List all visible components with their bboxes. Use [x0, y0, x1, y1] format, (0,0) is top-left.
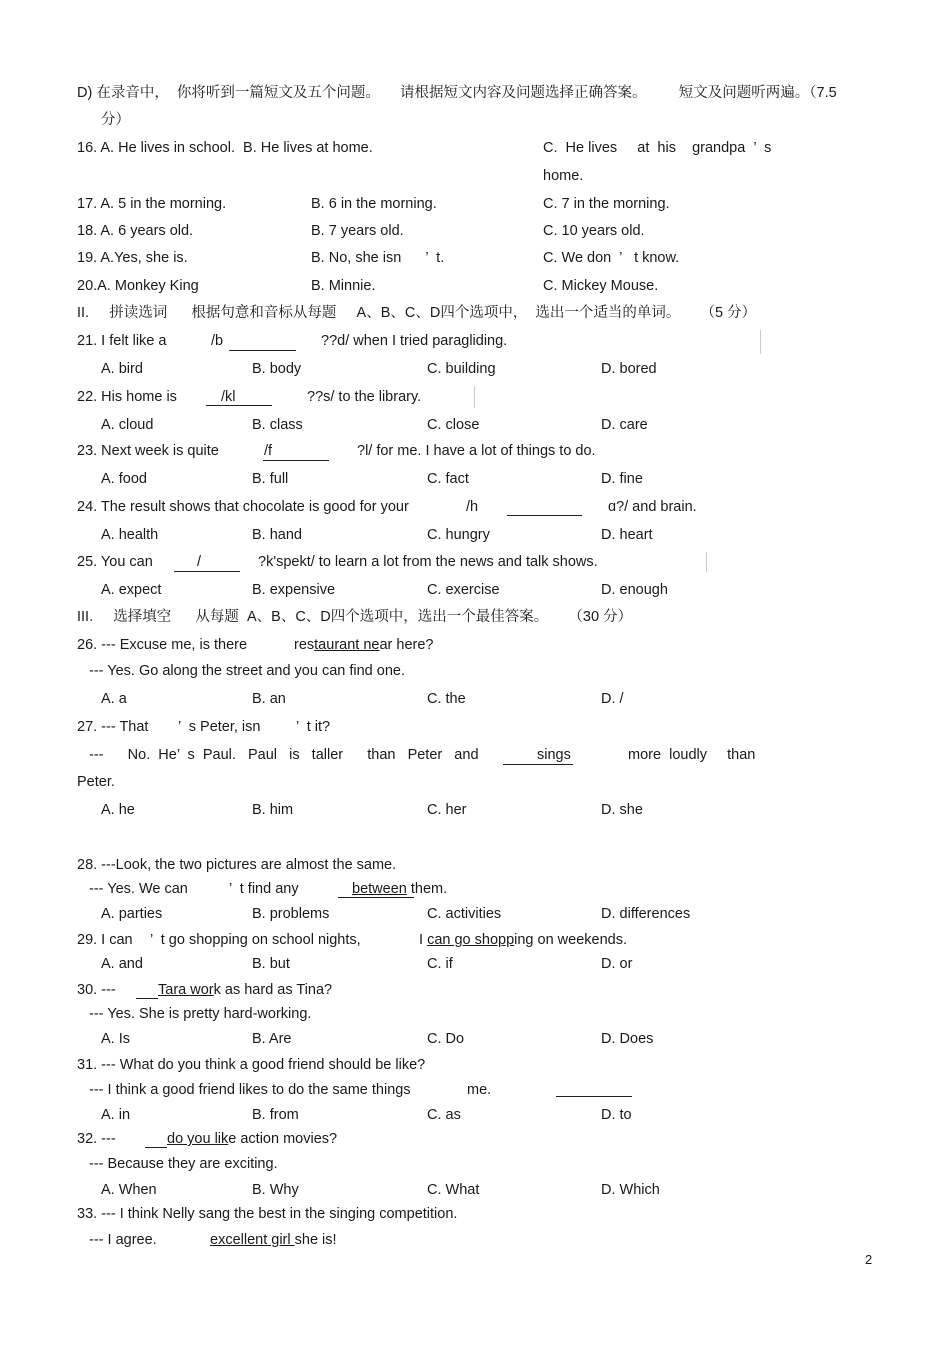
- q30-opt-b: B. Are: [252, 1031, 292, 1047]
- q22-opt-a: A. cloud: [101, 417, 154, 433]
- q27-line3: Peter.: [77, 774, 115, 790]
- q27-line2a: --- No. He’ s Paul. Paul is taller than Peter and: [89, 747, 479, 763]
- q31-opt-b: B. from: [252, 1107, 299, 1123]
- q22-opt-c: C. close: [427, 417, 480, 433]
- q27-blank: [503, 764, 573, 765]
- q21-opt-a: A. bird: [101, 361, 143, 377]
- q29-opt-d: D. or: [601, 956, 633, 972]
- divider: [760, 330, 761, 354]
- q25-stem-b: ?k'spekt/ to learn a lot from the news and talk shows.: [258, 554, 598, 570]
- page-number: 2: [865, 1252, 873, 1267]
- q16-ab: 16. A. He lives in school. B. He lives at home.: [77, 140, 373, 156]
- q24-stem-a: 24. The result shows that chocolate is good for your: [77, 499, 409, 515]
- q21-phonetic: /b: [211, 333, 224, 349]
- q19-c: C. We don ’ t know.: [543, 250, 680, 266]
- q24-blank: [507, 515, 582, 516]
- q32-opt-b: B. Why: [252, 1182, 299, 1198]
- q17-b: B. 6 in the morning.: [311, 196, 437, 212]
- q26-opt-b: B. an: [252, 691, 286, 707]
- listening-intro-line1: D) 在录音中， 你将听到一篇短文及五个问题。 请根据短文内容及问题选择正确答案。 短文及问题听两遍。（7.5: [77, 85, 837, 101]
- q24-stem-b: ɑ?/ and brain.: [608, 499, 697, 515]
- q21-opt-d: D. bored: [601, 361, 657, 377]
- q32-line1b: do you like action movies?: [167, 1131, 338, 1147]
- q30-opt-c: C. Do: [427, 1031, 465, 1047]
- q22-stem-a: 22. His home is: [77, 389, 177, 405]
- q21-opt-c: C. building: [427, 361, 496, 377]
- q28-opt-d: D. differences: [601, 906, 691, 922]
- q33-line2a: --- I agree.: [89, 1232, 157, 1248]
- q23-stem-a: 23. Next week is quite: [77, 443, 219, 459]
- q32-opt-d: D. Which: [601, 1182, 660, 1198]
- q20-a: 20.A. Monkey King: [77, 278, 199, 294]
- q27-opt-a: A. he: [101, 802, 135, 818]
- q26-line2: --- Yes. Go along the street and you can find one.: [89, 663, 405, 679]
- q28-opt-a: A. parties: [101, 906, 163, 922]
- q26-opt-a: A. a: [101, 691, 127, 707]
- q22-opt-b: B. class: [252, 417, 303, 433]
- q16-c: C. He lives at his grandpa ’ s: [543, 140, 772, 156]
- q26-opt-c: C. the: [427, 691, 466, 707]
- q29-line1c: I can go shopping on weekends.: [419, 932, 627, 948]
- q31-line2b: me.: [467, 1082, 492, 1098]
- q29-opt-a: A. and: [101, 956, 143, 972]
- q21-stem-a: 21. I felt like a: [77, 333, 167, 349]
- q20-c: C. Mickey Mouse.: [543, 278, 659, 294]
- q23-opt-c: C. fact: [427, 471, 469, 487]
- q22-opt-d: D. care: [601, 417, 648, 433]
- q31-line2a: --- I think a good friend likes to do the same things: [89, 1082, 411, 1098]
- q27-opt-d: D. she: [601, 802, 643, 818]
- q28-line2a: --- Yes. We can: [89, 881, 188, 897]
- q29-line1b: ’ t go shopping on school nights,: [150, 932, 361, 948]
- q32-line2: --- Because they are exciting.: [89, 1156, 278, 1172]
- q30-opt-a: A. Is: [101, 1031, 131, 1047]
- section-ii-heading: II. 拼读选词 根据句意和音标从每题 A、B、C、D四个选项中， 选出一个适当的单词。 （5 分）: [77, 305, 757, 321]
- q29-opt-b: B. but: [252, 956, 290, 972]
- q22-phonetic: /kl: [221, 389, 236, 405]
- q25-phonetic: /: [197, 554, 202, 570]
- q32-blank: [145, 1147, 167, 1148]
- q27-opt-b: B. him: [252, 802, 294, 818]
- q18-a: 18. A. 6 years old.: [77, 223, 194, 239]
- q28-line2b: ’ t find any: [229, 881, 299, 897]
- q23-phonetic: /f: [264, 443, 273, 459]
- q32-line1a: 32. ---: [77, 1131, 116, 1147]
- q31-opt-d: D. to: [601, 1107, 632, 1123]
- q23-stem-b: ?l/ for me. I have a lot of things to do.: [357, 443, 596, 459]
- q24-opt-d: D. heart: [601, 527, 653, 543]
- q27-line1b: ’ s Peter, isn: [178, 719, 261, 735]
- q23-opt-a: A. food: [101, 471, 147, 487]
- q25-blank: [174, 571, 240, 572]
- q26-line1b: restaurant near here?: [294, 637, 434, 653]
- q26-opt-d: D. /: [601, 691, 624, 707]
- q28-line2c: between them.: [352, 881, 448, 897]
- q30-line1b: Tara work as hard as Tina?: [158, 982, 333, 998]
- q18-b: B. 7 years old.: [311, 223, 404, 239]
- q32-opt-a: A. When: [101, 1182, 157, 1198]
- q21-opt-b: B. body: [252, 361, 302, 377]
- q25-stem-a: 25. You can: [77, 554, 153, 570]
- q27-line2b: sings: [537, 747, 571, 763]
- q27-line1c: ’ t it?: [296, 719, 331, 735]
- divider: [706, 552, 707, 572]
- q31-opt-c: C. as: [427, 1107, 461, 1123]
- section-iii-heading: III. 选择填空 从每题 A、B、C、D四个选项中，选出一个最佳答案。 （30 分）: [77, 609, 633, 625]
- q22-blank: [206, 405, 272, 406]
- q16-c-cont: home.: [543, 168, 584, 184]
- q25-opt-a: A. expect: [101, 582, 162, 598]
- q30-line1a: 30. ---: [77, 982, 116, 998]
- q26-line1a: 26. --- Excuse me, is there: [77, 637, 248, 653]
- q27-line1a: 27. --- That: [77, 719, 149, 735]
- q21-blank: [229, 350, 296, 351]
- q25-opt-c: C. exercise: [427, 582, 500, 598]
- q28-line1: 28. ---Look, the two pictures are almost the same.: [77, 857, 397, 873]
- q21-stem-b: ??d/ when I tried paragliding.: [321, 333, 508, 349]
- q33-line1: 33. --- I think Nelly sang the best in the singing competition.: [77, 1206, 458, 1222]
- q30-opt-d: D. Does: [601, 1031, 654, 1047]
- q18-c: C. 10 years old.: [543, 223, 645, 239]
- q25-opt-b: B. expensive: [252, 582, 336, 598]
- q24-opt-a: A. health: [101, 527, 159, 543]
- q27-line2c: more loudly than: [628, 747, 756, 763]
- q19-a: 19. A.Yes, she is.: [77, 250, 188, 266]
- q22-stem-b: ??s/ to the library.: [307, 389, 422, 405]
- q27-opt-c: C. her: [427, 802, 467, 818]
- q32-opt-c: C. What: [427, 1182, 480, 1198]
- q24-opt-b: B. hand: [252, 527, 302, 543]
- q24-phonetic: /h: [466, 499, 479, 515]
- q28-opt-c: C. activities: [427, 906, 502, 922]
- q19-b: B. No, she isn ’ t.: [311, 250, 445, 266]
- q23-blank: [263, 460, 329, 461]
- q30-blank: [136, 998, 158, 999]
- q31-opt-a: A. in: [101, 1107, 131, 1123]
- q23-opt-b: B. full: [252, 471, 289, 487]
- q17-a: 17. A. 5 in the morning.: [77, 196, 227, 212]
- q29-opt-c: C. if: [427, 956, 453, 972]
- listening-intro-line2: 分）: [101, 112, 130, 128]
- q23-opt-d: D. fine: [601, 471, 643, 487]
- q31-blank: [556, 1096, 632, 1097]
- q31-line1: 31. --- What do you think a good friend should be like?: [77, 1057, 426, 1073]
- q33-line2b: excellent girl she is!: [210, 1232, 337, 1248]
- q28-opt-b: B. problems: [252, 906, 330, 922]
- q25-opt-d: D. enough: [601, 582, 668, 598]
- q17-c: C. 7 in the morning.: [543, 196, 670, 212]
- q24-opt-c: C. hungry: [427, 527, 490, 543]
- q20-b: B. Minnie.: [311, 278, 376, 294]
- q30-line2: --- Yes. She is pretty hard-working.: [89, 1006, 312, 1022]
- q29-line1a: 29. I can: [77, 932, 133, 948]
- divider: [474, 386, 475, 408]
